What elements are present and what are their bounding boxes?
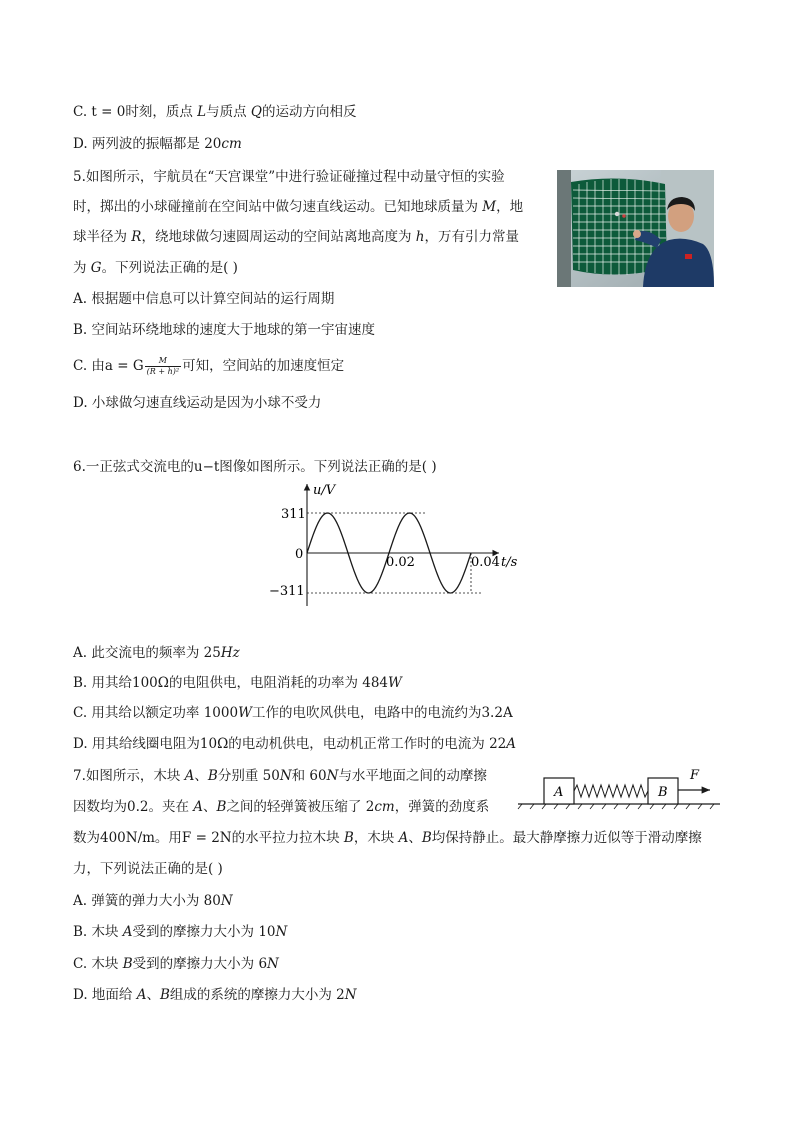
- y-tick-label-max: 311: [281, 507, 306, 522]
- q4-option-c: C. t = 0时刻，质点 L与质点 Q的运动方向相反: [73, 104, 357, 120]
- x-axis-label: t/s: [501, 555, 518, 570]
- q5-stem-line-1: 5.如图所示，宇航员在“天宫课堂”中进行验证碰撞过程中动量守恒的实验: [73, 169, 505, 185]
- astronaut-photo: [557, 170, 714, 287]
- q5-stem-line-4: 为 G。下列说法正确的是( ): [73, 260, 238, 276]
- q4-option-d: D. 两列波的振幅都是 20cm: [73, 136, 242, 152]
- fraction: $\frac{M}{\text{(R + h)²}}$: [146, 356, 180, 376]
- q7-stem-line-1: 7.如图所示，木块 A、B分别重 50N和 60N与水平地面之间的动摩擦: [73, 768, 487, 784]
- spring-block-diagram: [514, 766, 724, 814]
- force-label: F: [690, 768, 700, 783]
- q6-option-d: D. 用其给线圈电阻为10Ω的电动机供电，电动机正常工作时的电流为 22A: [73, 736, 517, 752]
- q7-stem-line-2: 因数均为0.2。夹在 A、B之间的轻弹簧被压缩了 2cm，弹簧的劲度系: [73, 799, 490, 815]
- x-tick-label-0.02: 0.02: [386, 555, 415, 570]
- q5-stem-line-3: 球半径为 R，绕地球做匀速圆周运动的空间站离地高度为 h，万有引力常量: [73, 229, 519, 245]
- q7-option-d: D. 地面给 A、B组成的系统的摩擦力大小为 2N: [73, 987, 357, 1003]
- q6-option-c: C. 用其给以额定功率 1000W工作的电吹风供电，电路中的电流约为3.2A: [73, 705, 513, 721]
- q6-option-a: A. 此交流电的频率为 25Hz: [73, 645, 240, 661]
- y-axis-label: u/V: [313, 483, 336, 498]
- origin-label: 0: [295, 547, 304, 562]
- ball-2: [622, 214, 626, 218]
- block-b-label: B: [658, 785, 668, 800]
- y-tick-label-min: −311: [269, 584, 305, 599]
- x-tick-label-0.04: 0.04: [471, 555, 500, 570]
- q5-option-b: B. 空间站环绕地球的速度大于地球的第一宇宙速度: [73, 322, 376, 338]
- ground-hatch: [518, 804, 714, 809]
- q6-option-b: B. 用其给100Ω的电阻供电，电阻消耗的功率为 484W: [73, 675, 402, 691]
- q6-stem: 6.一正弦式交流电的u−t图像如图所示。下列说法正确的是( ): [73, 459, 437, 475]
- q7-option-c: C. 木块 B受到的摩擦力大小为 6N: [73, 956, 279, 972]
- block-a-label: A: [554, 785, 564, 800]
- spring: [574, 785, 648, 797]
- q5-option-c: C. 由a = G $\frac{M}{\text{(R + h)²}}$ 可知，空间站的加速度恒定: [73, 356, 345, 376]
- sine-chart: [265, 478, 525, 608]
- q7-stem-line-3: 数为400N/m。用F = 2N的水平拉力拉木块 B，木块 A、B均保持静止。最大静摩擦力近似等于滑动摩擦: [73, 830, 702, 846]
- ball-1: [615, 212, 619, 216]
- q7-stem-line-4: 力，下列说法正确的是( ): [73, 861, 223, 877]
- q5-option-d: D. 小球做匀速直线运动是因为小球不受力: [73, 395, 322, 411]
- q5-option-a: A. 根据题中信息可以计算空间站的运行周期: [73, 291, 335, 307]
- q7-option-a: A. 弹簧的弹力大小为 80N: [73, 893, 233, 909]
- q7-option-b: B. 木块 A受到的摩擦力大小为 10N: [73, 924, 288, 940]
- chart-axes: [307, 484, 499, 606]
- q5-stem-line-2: 时，掷出的小球碰撞前在空间站中做匀速直线运动。已知地球质量为 M，地: [73, 199, 524, 215]
